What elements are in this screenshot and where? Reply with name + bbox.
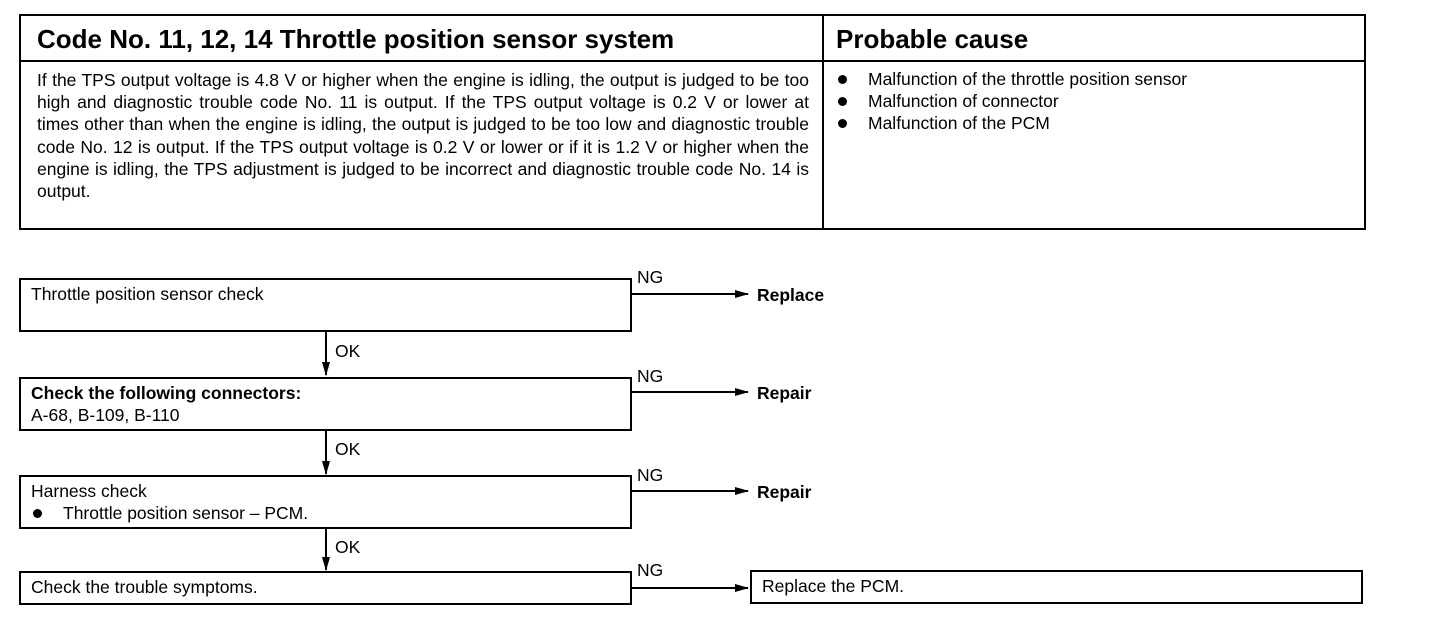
code-description: If the TPS output voltage is 4.8 V or higher when the engine is idling, the output is judged to be too high and diagnostic trouble code No. 11 is output. If the TPS output voltage is 0.2 V or lower at times other than when the engine is idling, the output is judged to be too low and diagnostic trouble code No. 12 is output. If the TPS output voltage is 0.2 V or lower or if it is 1.2 V or higher when the engine is idling, the TPS adjustment is judged to be incorrect and diagnostic trouble code No. 14 is output. (37, 70, 809, 202)
cause-item: Malfunction of the PCM (836, 112, 1187, 134)
table-header-probable-cause: Probable cause (836, 24, 1029, 54)
ok-label-1: OK (335, 341, 361, 361)
step-tps-check-text: Throttle position sensor check (31, 284, 264, 304)
ng-label-3: NG (637, 465, 664, 485)
ok-label-3: OK (335, 537, 361, 557)
step-trouble-symptoms-text: Check the trouble symptoms. (31, 577, 258, 597)
step-tps-check (19, 278, 632, 332)
step-connector-check-list: A-68, B-109, B-110 (31, 405, 180, 425)
table-header-code: Code No. 11, 12, 14 Throttle position sensor system (37, 24, 675, 54)
cause-item: Malfunction of the throttle position sensor (836, 68, 1187, 90)
result-repair-connectors: Repair (757, 383, 812, 403)
step-connector-check-title: Check the following connectors: (31, 383, 302, 403)
ng-label-2: NG (637, 366, 664, 386)
step-harness-check (19, 475, 632, 529)
step-connector-check (19, 377, 632, 431)
ok-label-2: OK (335, 439, 361, 459)
result-repair-harness: Repair (757, 482, 812, 502)
step-harness-check-bullet: Throttle position sensor – PCM. (31, 502, 620, 524)
ng-label-4: NG (637, 560, 664, 580)
cause-item: Malfunction of connector (836, 90, 1187, 112)
ng-label-1: NG (637, 267, 664, 287)
result-replace-pcm-text: Replace the PCM. (762, 576, 905, 596)
result-replace: Replace (757, 285, 825, 305)
step-trouble-symptoms (19, 571, 632, 605)
step-harness-check-text: Harness check (31, 481, 147, 501)
result-replace-pcm (750, 570, 1363, 604)
